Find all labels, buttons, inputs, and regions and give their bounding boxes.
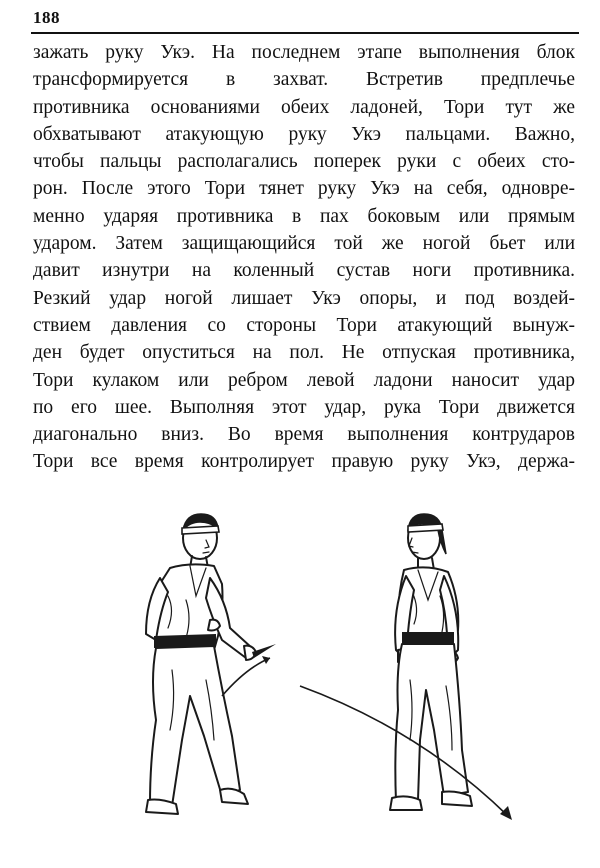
page-number: 188: [33, 8, 60, 27]
defender-pants: [395, 644, 468, 802]
illustration-svg: [0, 500, 600, 863]
text-line: чтобы пальцы располагались поперек руки с обеих сто-: [33, 151, 575, 173]
kick-motion-arrowhead: [500, 806, 512, 820]
text-line: трансформируется в захват. Встретив предплечье: [33, 69, 575, 91]
illustration: [0, 500, 600, 863]
text-line: диагонально вниз. Во время выполнения контрударов: [33, 424, 575, 446]
text-line: Тори все время контролирует правую руку Укэ, держа-: [33, 451, 575, 473]
defender-back-foot: [442, 792, 472, 807]
text-line: ден будет опуститься на пол. Не отпуская противника,: [33, 342, 575, 364]
knife-motion-arrow: [222, 658, 270, 696]
defender-front-foot: [390, 796, 422, 810]
defender-figure: [390, 514, 472, 810]
attacker-figure: [146, 514, 276, 814]
attacker-pants: [150, 646, 240, 806]
text-line: ударом. Затем защищающийся той же ногой бьет или: [33, 233, 575, 255]
text-line: Резкий удар ногой лишает Укэ опоры, и под воздей-: [33, 287, 575, 309]
knife-blade: [252, 644, 276, 658]
knife-motion-arrowhead: [262, 656, 270, 664]
attacker-headband: [182, 526, 219, 534]
text-line: ствием давления со стороны Тори атакующий вынуж-: [33, 314, 575, 336]
text-line: по его шее. Выполняя этот удар, рука Тори движется: [33, 396, 575, 418]
defender-belt: [402, 632, 454, 644]
text-line: давит изнутри на коленный сустав ноги противника.: [33, 260, 575, 282]
defender-headband: [408, 524, 443, 532]
attacker-fist: [208, 620, 220, 631]
text-line: обхватывают атакующую руку Укэ пальцами. Важно,: [33, 123, 575, 145]
text-line: менно ударяя противника в пах боковым или прямым: [33, 205, 575, 227]
text-line: зажать руку Укэ. На последнем этапе выполнения блок: [33, 42, 575, 63]
text-line: Тори кулаком или ребром левой ладони наносит удар: [33, 369, 575, 391]
body-text: [33, 39, 575, 476]
text-line: противника основаниями обеих ладоней, Тори тут же: [33, 96, 575, 118]
text-line: рон. После этого Тори тянет руку Укэ на себя, одновре-: [33, 178, 575, 200]
attacker-front-foot: [220, 789, 248, 804]
page-header: [31, 6, 579, 34]
